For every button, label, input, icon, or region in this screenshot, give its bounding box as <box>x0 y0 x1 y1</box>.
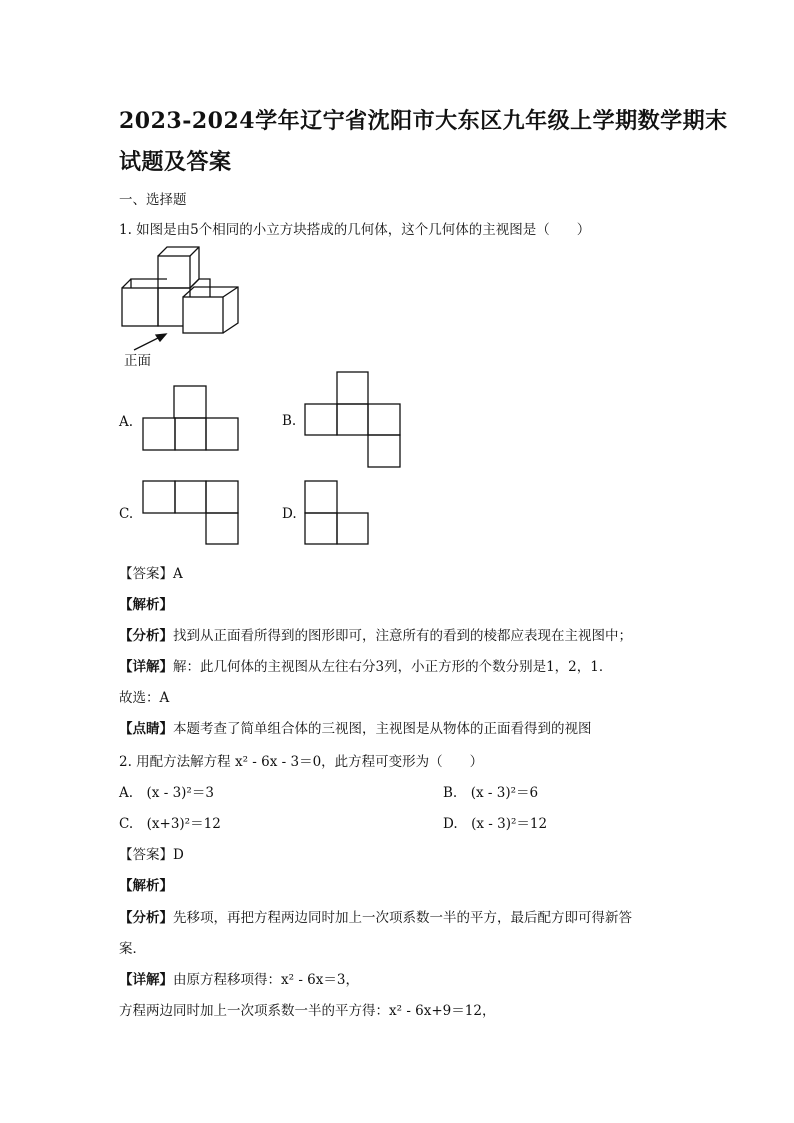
document-title-line1: 2023-2024学年辽宁省沈阳市大东区九年级上学期数学期末 <box>119 108 728 134</box>
q1-option-b-label: B. <box>282 413 297 429</box>
q2-option-a: A. (x - 3)²＝3 <box>119 785 214 801</box>
q1-option-b-figure <box>304 371 402 469</box>
dianjing-text: 本题考查了简单组合体的三视图，主视图是从物体的正面看得到的视图 <box>173 721 592 737</box>
q2-stem: 2. 用配方法解方程 x² - 6x - 3＝0，此方程可变形为（ ） <box>119 754 484 770</box>
q1-option-a-label: A. <box>119 414 134 430</box>
xiangjie-text: 由原方程移项得：x² - 6x＝3， <box>173 972 359 988</box>
fenxi-tag: 【分析】 <box>119 910 173 926</box>
xiangjie-tag: 【详解】 <box>119 972 173 988</box>
q2-option-d: D. (x - 3)²＝12 <box>443 816 548 832</box>
q1-answer: 【答案】A <box>119 566 183 582</box>
fenxi-text: 找到从正面看所得到的图形即可，注意所有的看到的棱都应表现在主视图中； <box>173 628 632 644</box>
q2-analysis-heading: 【解析】 <box>119 878 173 894</box>
q1-analysis-heading: 【解析】 <box>119 597 173 613</box>
document-title-line2: 试题及答案 <box>119 149 232 175</box>
q1-conclusion: 故选：A <box>119 690 170 706</box>
q2-option-b: B. (x - 3)²＝6 <box>443 785 539 801</box>
q1-option-d-figure <box>304 480 370 546</box>
q1-option-c-label: C. <box>119 506 134 522</box>
q1-fenxi <box>119 624 632 644</box>
xiangjie-text: 解：此几何体的主视图从左往右分3列，小正方形的个数分别是1，2，1． <box>173 659 613 675</box>
section-heading: 一、选择题 <box>119 192 187 208</box>
q2-fenxi-cont: 案． <box>119 941 146 957</box>
q1-option-d-label: D. <box>282 506 297 522</box>
q1-dianjing <box>119 717 592 737</box>
q2-step2: 方程两边同时加上一次项系数一半的平方得：x² - 6x+9＝12， <box>119 1003 496 1019</box>
q2-answer: 【答案】D <box>119 847 184 863</box>
fenxi-tag: 【分析】 <box>119 628 173 644</box>
q1-option-c-figure <box>142 480 240 546</box>
q1-solid-figure <box>115 242 245 332</box>
xiangjie-tag: 【详解】 <box>119 659 173 675</box>
q1-stem: 1. 如图是由5个相同的小立方块搭成的几何体，这个几何体的主视图是（ ） <box>119 222 591 238</box>
q1-xiangjie <box>119 655 612 675</box>
q1-option-a-figure <box>142 385 240 451</box>
dianjing-tag: 【点睛】 <box>119 721 173 737</box>
q2-fenxi <box>119 906 632 926</box>
front-label: 正面 <box>124 353 151 369</box>
q2-xiangjie <box>119 968 359 988</box>
fenxi-text: 先移项，再把方程两边同时加上一次项系数一半的平方，最后配方即可得新答 <box>173 910 632 926</box>
q2-option-c: C. (x+3)²＝12 <box>119 816 221 832</box>
